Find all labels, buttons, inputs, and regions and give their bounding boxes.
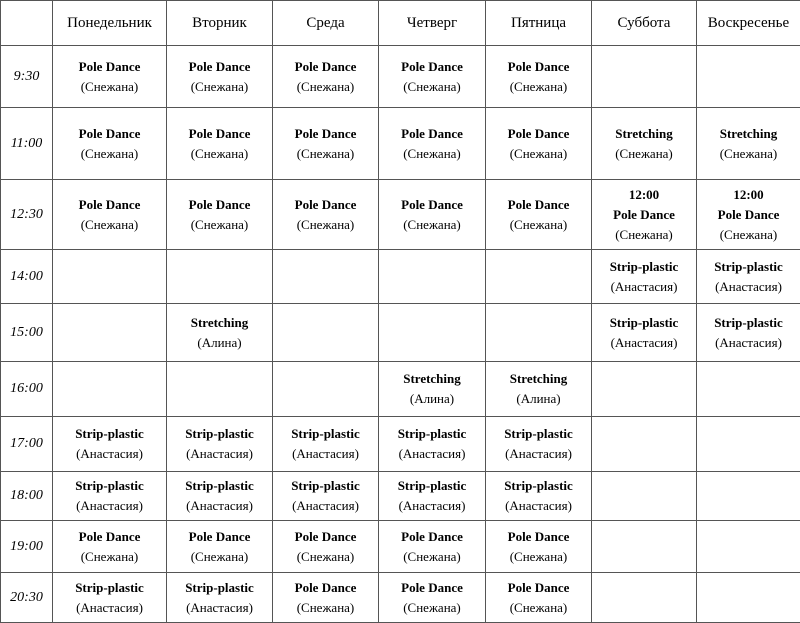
class-name: Strip-plastic xyxy=(697,257,800,277)
empty-cell xyxy=(53,250,167,304)
class-cell xyxy=(273,521,379,573)
empty-cell xyxy=(486,304,592,362)
empty-cell xyxy=(592,472,697,521)
empty-cell xyxy=(697,573,800,623)
empty-cell xyxy=(697,472,800,521)
teacher-name: (Снежана) xyxy=(273,547,378,567)
teacher-name: (Анастасия) xyxy=(53,598,166,618)
class-name: Strip-plastic xyxy=(53,424,166,444)
class-name: Strip-plastic xyxy=(592,257,696,277)
teacher-name: (Снежана) xyxy=(167,547,272,567)
teacher-name: (Снежана) xyxy=(379,598,485,618)
schedule-row xyxy=(1,108,800,180)
schedule-row xyxy=(1,417,800,472)
teacher-name: (Анастасия) xyxy=(167,496,272,516)
class-cell xyxy=(486,46,592,108)
teacher-name: (Снежана) xyxy=(486,77,591,97)
empty-cell xyxy=(273,362,379,417)
class-cell xyxy=(379,573,486,623)
teacher-name: (Снежана) xyxy=(273,598,378,618)
class-name: Pole Dance xyxy=(486,527,591,547)
empty-cell xyxy=(697,46,800,108)
schedule-row xyxy=(1,573,800,623)
header-row xyxy=(1,1,800,46)
class-name: Pole Dance xyxy=(167,57,272,77)
class-name: Pole Dance xyxy=(53,195,166,215)
class-cell xyxy=(592,304,697,362)
class-cell xyxy=(486,180,592,250)
class-name: Pole Dance xyxy=(273,195,378,215)
schedule-row xyxy=(1,521,800,573)
class-name: Strip-plastic xyxy=(486,476,591,496)
day-header: Пятница xyxy=(486,1,592,46)
schedule-row xyxy=(1,250,800,304)
class-name: Strip-plastic xyxy=(592,313,696,333)
time-cell: 16:00 xyxy=(1,362,53,417)
class-cell xyxy=(167,46,273,108)
class-name: Pole Dance xyxy=(53,124,166,144)
empty-cell xyxy=(167,362,273,417)
empty-cell xyxy=(379,304,486,362)
class-name: Stretching xyxy=(486,369,591,389)
day-header: Среда xyxy=(273,1,379,46)
class-name: Pole Dance xyxy=(53,527,166,547)
class-cell xyxy=(53,521,167,573)
day-header: Воскресенье xyxy=(697,1,800,46)
empty-cell xyxy=(592,521,697,573)
teacher-name: (Анастасия) xyxy=(592,277,696,297)
teacher-name: (Анастасия) xyxy=(53,444,166,464)
class-name: Stretching xyxy=(379,369,485,389)
teacher-name: (Анастасия) xyxy=(486,444,591,464)
teacher-name: (Снежана) xyxy=(379,215,485,235)
teacher-name: (Анастасия) xyxy=(167,598,272,618)
class-name: Stretching xyxy=(167,313,272,333)
teacher-name: (Снежана) xyxy=(486,144,591,164)
class-cell xyxy=(379,521,486,573)
class-cell xyxy=(486,108,592,180)
class-cell xyxy=(273,180,379,250)
teacher-name: (Снежана) xyxy=(53,547,166,567)
time-cell: 15:00 xyxy=(1,304,53,362)
class-cell xyxy=(592,180,697,250)
time-cell: 19:00 xyxy=(1,521,53,573)
teacher-name: (Снежана) xyxy=(486,215,591,235)
class-name: Pole Dance xyxy=(167,527,272,547)
empty-cell xyxy=(379,250,486,304)
day-header: Четверг xyxy=(379,1,486,46)
empty-cell xyxy=(592,46,697,108)
class-name: Strip-plastic xyxy=(379,424,485,444)
time-cell: 14:00 xyxy=(1,250,53,304)
class-cell xyxy=(53,573,167,623)
teacher-name: (Анастасия) xyxy=(697,277,800,297)
teacher-name: (Снежана) xyxy=(486,547,591,567)
teacher-name: (Снежана) xyxy=(273,144,378,164)
class-cell xyxy=(53,180,167,250)
class-name: Stretching xyxy=(592,124,696,144)
teacher-name: (Снежана) xyxy=(592,144,696,164)
class-cell xyxy=(697,250,800,304)
empty-cell xyxy=(697,521,800,573)
class-cell xyxy=(486,573,592,623)
class-name: Pole Dance xyxy=(273,578,378,598)
teacher-name: (Анастасия) xyxy=(273,444,378,464)
empty-cell xyxy=(697,417,800,472)
class-name: Pole Dance xyxy=(167,124,272,144)
schedule-row xyxy=(1,46,800,108)
teacher-name: (Анастасия) xyxy=(486,496,591,516)
teacher-name: (Анастасия) xyxy=(379,496,485,516)
teacher-name: (Снежана) xyxy=(379,144,485,164)
class-name: Pole Dance xyxy=(379,578,485,598)
teacher-name: (Анастасия) xyxy=(53,496,166,516)
time-cell: 18:00 xyxy=(1,472,53,521)
class-name: Strip-plastic xyxy=(273,424,378,444)
class-start-time: 12:00 xyxy=(697,185,800,205)
empty-cell xyxy=(592,362,697,417)
empty-cell xyxy=(697,362,800,417)
class-cell xyxy=(379,472,486,521)
empty-cell xyxy=(167,250,273,304)
teacher-name: (Снежана) xyxy=(273,215,378,235)
time-cell: 11:00 xyxy=(1,108,53,180)
class-name: Pole Dance xyxy=(486,195,591,215)
empty-cell xyxy=(53,304,167,362)
class-cell xyxy=(486,417,592,472)
class-name: Pole Dance xyxy=(273,124,378,144)
empty-cell xyxy=(592,417,697,472)
class-cell xyxy=(53,472,167,521)
class-name: Strip-plastic xyxy=(167,578,272,598)
class-cell xyxy=(273,108,379,180)
class-name: Pole Dance xyxy=(167,195,272,215)
class-cell xyxy=(697,180,800,250)
class-cell xyxy=(697,108,800,180)
class-name: Pole Dance xyxy=(592,205,696,225)
class-cell xyxy=(379,417,486,472)
teacher-name: (Анастасия) xyxy=(697,333,800,353)
class-name: Strip-plastic xyxy=(273,476,378,496)
class-cell xyxy=(167,521,273,573)
class-cell xyxy=(167,417,273,472)
teacher-name: (Снежана) xyxy=(167,215,272,235)
teacher-name: (Алина) xyxy=(379,389,485,409)
class-cell xyxy=(53,46,167,108)
teacher-name: (Анастасия) xyxy=(167,444,272,464)
class-name: Pole Dance xyxy=(486,124,591,144)
empty-cell xyxy=(273,250,379,304)
teacher-name: (Снежана) xyxy=(697,144,800,164)
teacher-name: (Снежана) xyxy=(697,225,800,245)
class-cell xyxy=(486,521,592,573)
class-name: Strip-plastic xyxy=(167,424,272,444)
class-name: Pole Dance xyxy=(379,195,485,215)
class-cell xyxy=(379,46,486,108)
day-header: Суббота xyxy=(592,1,697,46)
day-header: Понедельник xyxy=(53,1,167,46)
class-name: Pole Dance xyxy=(379,124,485,144)
time-cell: 20:30 xyxy=(1,573,53,623)
schedule-row xyxy=(1,472,800,521)
teacher-name: (Анастасия) xyxy=(592,333,696,353)
teacher-name: (Снежана) xyxy=(592,225,696,245)
class-name: Strip-plastic xyxy=(53,578,166,598)
class-cell xyxy=(592,108,697,180)
class-cell xyxy=(53,417,167,472)
class-name: Strip-plastic xyxy=(53,476,166,496)
class-cell xyxy=(167,472,273,521)
class-name: Pole Dance xyxy=(273,57,378,77)
schedule-row xyxy=(1,362,800,417)
class-name: Pole Dance xyxy=(273,527,378,547)
class-cell xyxy=(167,304,273,362)
empty-cell xyxy=(592,573,697,623)
class-cell xyxy=(379,362,486,417)
teacher-name: (Снежана) xyxy=(379,77,485,97)
class-name: Strip-plastic xyxy=(697,313,800,333)
class-cell xyxy=(167,180,273,250)
class-cell xyxy=(379,180,486,250)
class-cell xyxy=(379,108,486,180)
class-name: Strip-plastic xyxy=(379,476,485,496)
class-cell xyxy=(273,46,379,108)
time-cell: 17:00 xyxy=(1,417,53,472)
class-name: Strip-plastic xyxy=(167,476,272,496)
class-cell xyxy=(486,472,592,521)
teacher-name: (Снежана) xyxy=(53,144,166,164)
class-name: Pole Dance xyxy=(486,578,591,598)
class-cell xyxy=(167,108,273,180)
class-cell xyxy=(697,304,800,362)
class-name: Pole Dance xyxy=(486,57,591,77)
class-name: Pole Dance xyxy=(379,57,485,77)
teacher-name: (Анастасия) xyxy=(273,496,378,516)
day-header: Вторник xyxy=(167,1,273,46)
teacher-name: (Снежана) xyxy=(53,215,166,235)
class-cell xyxy=(486,362,592,417)
teacher-name: (Снежана) xyxy=(273,77,378,97)
class-name: Pole Dance xyxy=(379,527,485,547)
class-name: Strip-plastic xyxy=(486,424,591,444)
time-cell: 12:30 xyxy=(1,180,53,250)
class-name: Stretching xyxy=(697,124,800,144)
empty-cell xyxy=(273,304,379,362)
teacher-name: (Снежана) xyxy=(167,77,272,97)
class-cell xyxy=(53,108,167,180)
teacher-name: (Снежана) xyxy=(53,77,166,97)
schedule-row xyxy=(1,304,800,362)
corner-cell xyxy=(1,1,53,46)
class-cell xyxy=(273,417,379,472)
teacher-name: (Снежана) xyxy=(167,144,272,164)
teacher-name: (Снежана) xyxy=(379,547,485,567)
time-cell: 9:30 xyxy=(1,46,53,108)
teacher-name: (Анастасия) xyxy=(379,444,485,464)
class-name: Pole Dance xyxy=(697,205,800,225)
class-cell xyxy=(273,573,379,623)
class-cell xyxy=(273,472,379,521)
teacher-name: (Снежана) xyxy=(486,598,591,618)
empty-cell xyxy=(486,250,592,304)
teacher-name: (Алина) xyxy=(486,389,591,409)
schedule-row xyxy=(1,180,800,250)
teacher-name: (Алина) xyxy=(167,333,272,353)
class-name: Pole Dance xyxy=(53,57,166,77)
class-start-time: 12:00 xyxy=(592,185,696,205)
class-cell xyxy=(592,250,697,304)
empty-cell xyxy=(53,362,167,417)
class-cell xyxy=(167,573,273,623)
